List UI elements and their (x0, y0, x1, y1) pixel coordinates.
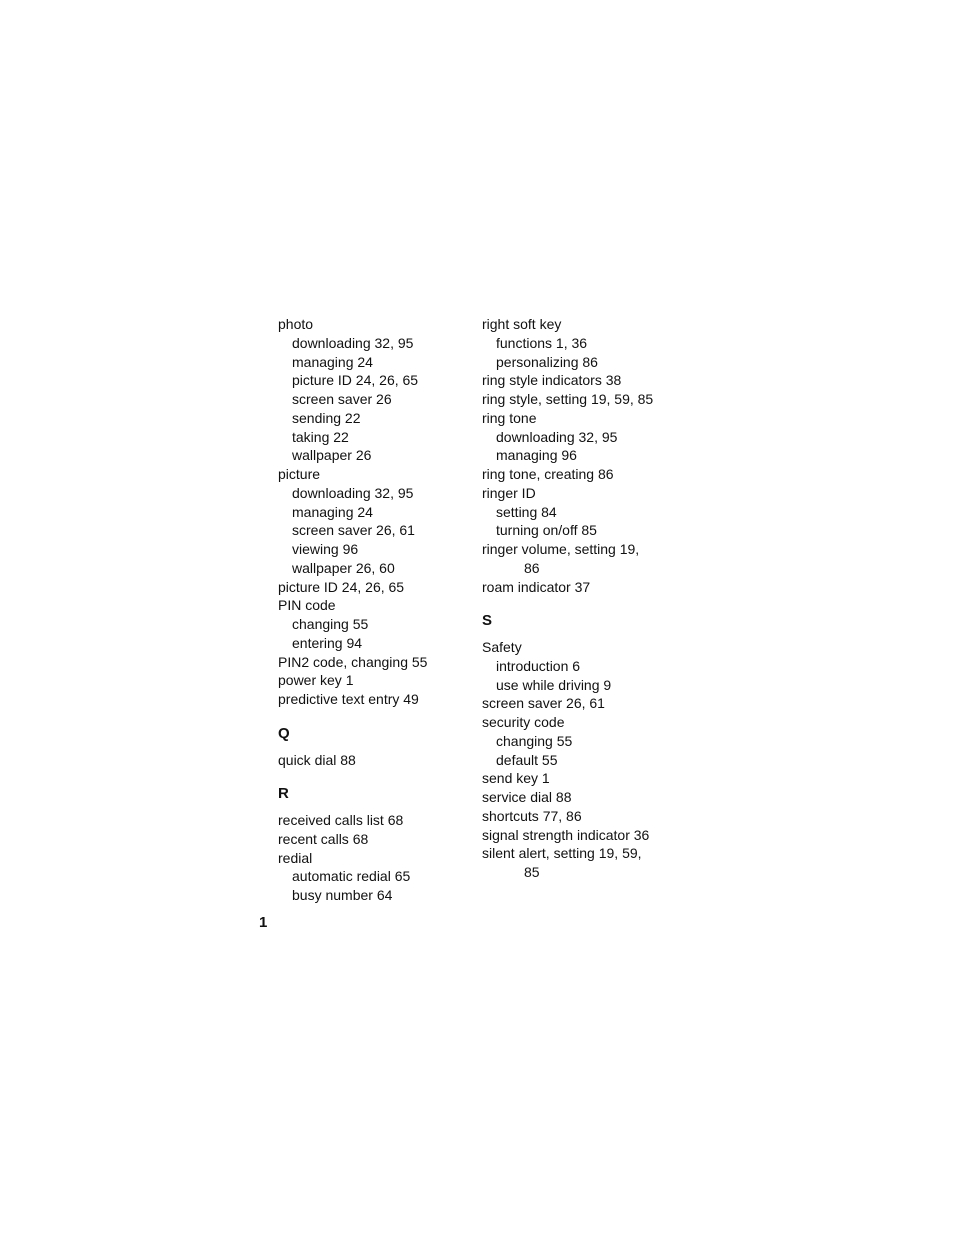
index-entry: roam indicator 37 (482, 578, 591, 595)
index-entry: predictive text entry 49 (278, 691, 419, 707)
index-column-right (482, 315, 682, 882)
index-column-left (278, 315, 468, 905)
index-entry: silent alert, setting 19, 59, (482, 845, 642, 862)
section-letter-r: R (278, 785, 289, 803)
index-subentry: downloading 32, 95 (292, 484, 414, 501)
index-entry: redial (278, 849, 313, 866)
index-subentry: viewing 96 (292, 541, 359, 557)
index-entry: screen saver 26, 61 (482, 695, 605, 712)
index-subentry: screen saver 26, 61 (292, 522, 415, 539)
index-subentry: default 55 (496, 751, 558, 768)
index-entry: ring tone (482, 409, 537, 426)
index-entry: ring tone, creating 86 (482, 466, 614, 482)
index-subentry: wallpaper 26, 60 (292, 559, 395, 576)
index-subentry: managing 96 (496, 447, 577, 464)
index-subentry: turning on/off 85 (496, 522, 597, 539)
index-subentry: changing 55 (292, 616, 369, 632)
index-entry: PIN code (278, 597, 336, 614)
index-entry: picture ID 24, 26, 65 (278, 578, 405, 595)
index-subentry: managing 24 (292, 353, 373, 370)
index-entry: Safety (482, 639, 522, 655)
index-entry: ringer volume, setting 19, (482, 541, 640, 557)
index-entry: signal strength indicator 36 (482, 826, 650, 843)
index-subentry: managing 24 (292, 503, 373, 520)
index-subentry: automatic redial 65 (292, 868, 411, 885)
index-entry: ring style, setting 19, 59, 85 (482, 391, 654, 407)
index-entry: send key 1 (482, 770, 550, 787)
index-subentry: entering 94 (292, 634, 363, 651)
index-entry: shortcuts 77, 86 (482, 807, 582, 824)
index-subentry: picture ID 24, 26, 65 (292, 372, 419, 389)
index-entry: power key 1 (278, 672, 354, 689)
index-subentry: screen saver 26 (292, 391, 392, 407)
index-subentry: introduction 6 (496, 657, 581, 674)
index-entry: picture (278, 466, 321, 482)
index-entry: security code (482, 714, 565, 730)
index-subentry: setting 84 (496, 503, 557, 520)
index-subentry: downloading 32, 95 (292, 334, 414, 351)
index-entry: recent calls 68 (278, 830, 369, 847)
section-letter-q: Q (278, 724, 290, 742)
index-subentry: sending 22 (292, 409, 361, 426)
page-number: 1 (259, 914, 268, 931)
index-entry: PIN2 code, changing 55 (278, 653, 428, 670)
index-entry-continuation: 86 (524, 559, 540, 576)
index-entry: service dial 88 (482, 789, 572, 805)
index-entry: received calls list 68 (278, 812, 404, 828)
index-subentry: changing 55 (496, 732, 573, 749)
index-subentry: personalizing 86 (496, 353, 598, 370)
section-letter-s: S (482, 612, 493, 630)
index-entry: right soft key (482, 316, 562, 332)
index-entry: ringer ID (482, 484, 536, 501)
index-entry: photo (278, 316, 314, 332)
index-subentry: wallpaper 26 (292, 447, 372, 464)
index-subentry: downloading 32, 95 (496, 428, 618, 445)
index-entry: quick dial 88 (278, 751, 356, 768)
index-subentry: use while driving 9 (496, 676, 612, 693)
index-entry: ring style indicators 38 (482, 372, 622, 389)
index-subentry: busy number 64 (292, 887, 393, 903)
index-subentry: taking 22 (292, 428, 349, 445)
index-entry-continuation: 85 (524, 864, 540, 880)
index-subentry: functions 1, 36 (496, 334, 588, 351)
